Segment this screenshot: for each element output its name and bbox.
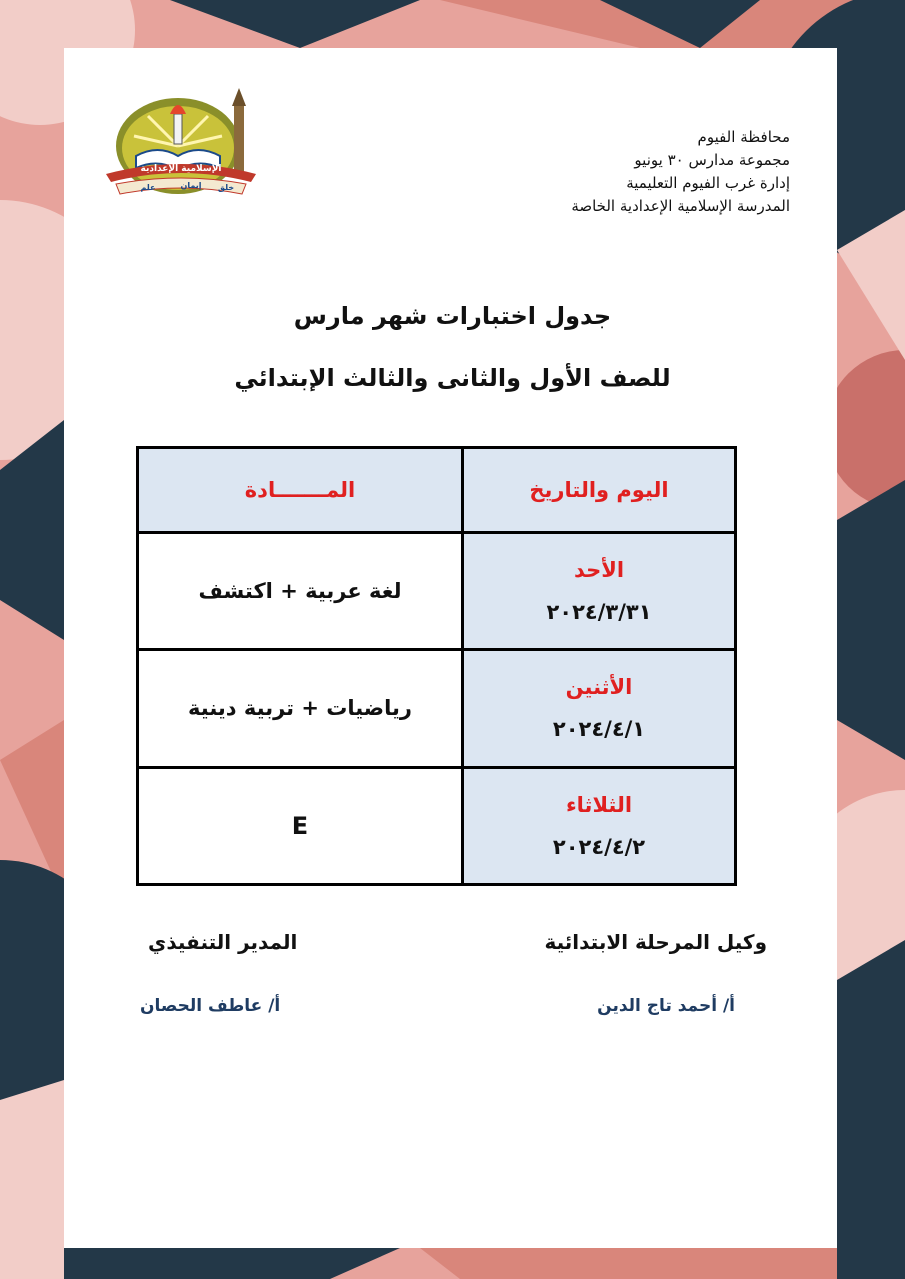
- svg-text:خلق: خلق: [217, 183, 235, 192]
- executive-director-name: أ/ عاطف الحصان: [140, 996, 281, 1016]
- day-name: الأحد: [573, 558, 625, 583]
- subject-cell: E: [138, 767, 463, 884]
- svg-text:علم: علم: [140, 183, 156, 192]
- table-header-row: [138, 448, 736, 533]
- day-date-cell: [463, 767, 736, 884]
- vice-principal-name: أ/ أحمد تاج الدين: [597, 996, 735, 1016]
- school-group-line: مجموعة مدارس ٣٠ يونيو: [634, 151, 790, 169]
- exam-date: ٢٠٢٤/٤/١: [552, 717, 646, 742]
- svg-text:إيمان: إيمان: [180, 181, 202, 190]
- administration-line: إدارة غرب الفيوم التعليمية: [626, 174, 790, 192]
- vice-principal-title: وكيل المرحلة الابتدائية: [544, 930, 767, 954]
- exam-date: ٢٠٢٤/٣/٣١: [546, 600, 652, 625]
- schedule-title: جدول اختبارات شهر مارس: [293, 302, 612, 330]
- day-date-cell: [463, 650, 736, 767]
- day-name: الأثنين: [565, 675, 633, 700]
- subject-column-header: المـــــــادة: [138, 448, 463, 533]
- schedule-subtitle: للصف الأول والثانى والثالث الإبتدائي: [234, 364, 671, 392]
- day-date-column-header: اليوم والتاريخ: [463, 448, 736, 533]
- school-logo: [96, 86, 266, 201]
- svg-text:الإسلامية الإعدادية: الإسلامية الإعدادية: [140, 164, 222, 174]
- table-row: [138, 650, 736, 767]
- governorate-line: محافظة الفيوم: [697, 128, 790, 146]
- subject-cell: رياضيات + تربية دينية: [138, 650, 463, 767]
- day-name: الثلاثاء: [565, 792, 633, 817]
- exam-schedule-table: [136, 446, 737, 886]
- table-row: [138, 533, 736, 650]
- exam-date: ٢٠٢٤/٤/٢: [552, 834, 646, 859]
- day-date-cell: [463, 533, 736, 650]
- table-row: [138, 767, 736, 884]
- school-header: [571, 126, 790, 218]
- subject-cell: لغة عربية + اكتشف: [138, 533, 463, 650]
- executive-director-title: المدير التنفيذي: [148, 930, 298, 954]
- school-name-line: المدرسة الإسلامية الإعدادية الخاصة: [571, 197, 790, 215]
